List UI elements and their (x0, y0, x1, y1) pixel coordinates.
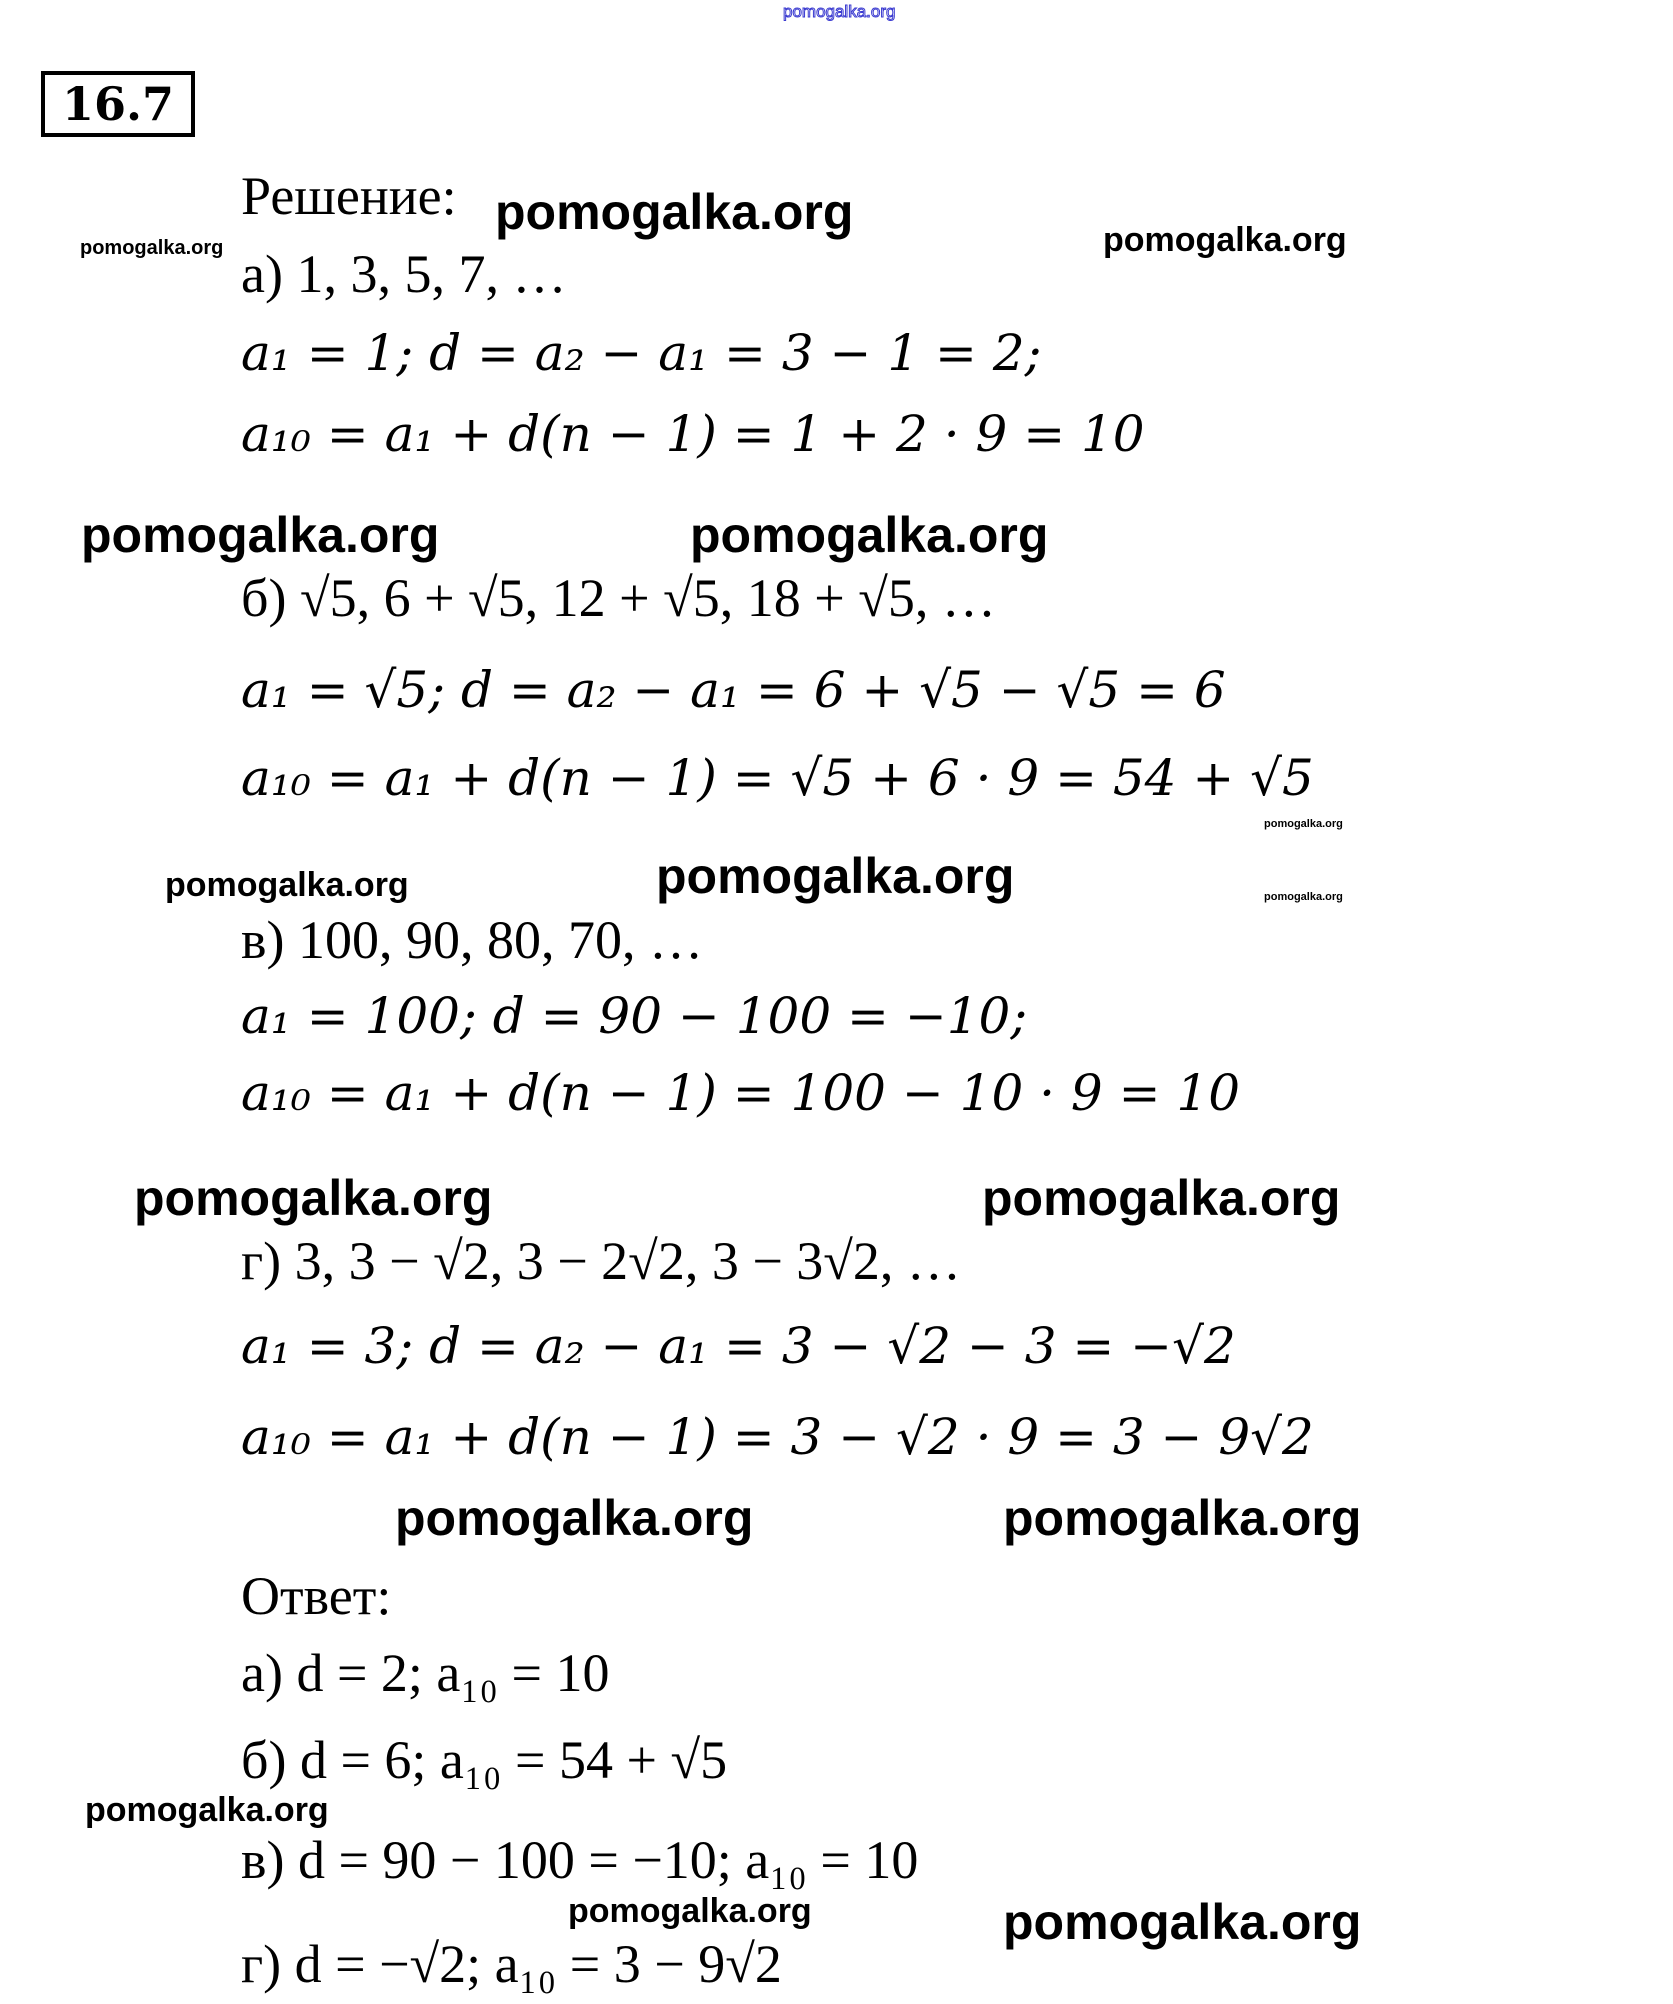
part-g-line-1: a₁ = 3; d = a₂ − a₁ = 3 − √2 − 3 = −√2 (241, 1317, 1236, 1375)
answer-b: б) d = 6; a₁₀ = 54 + √5 (241, 1730, 728, 1790)
answer-heading: Ответ: (241, 1566, 392, 1626)
watermark: pomogalka.org (690, 507, 1049, 563)
watermark: pomogalka.org (1264, 891, 1343, 903)
watermark: pomogalka.org (656, 848, 1015, 904)
watermark: pomogalka.org (783, 2, 896, 21)
answer-a: а) d = 2; a₁₀ = 10 (241, 1643, 610, 1703)
watermark: pomogalka.org (495, 184, 854, 240)
solution-heading: Решение: (241, 166, 457, 226)
watermark: pomogalka.org (81, 507, 440, 563)
part-g-line-2: a₁₀ = a₁ + d(n − 1) = 3 − √2 · 9 = 3 − 9√2 (241, 1408, 1314, 1466)
watermark: pomogalka.org (85, 1791, 329, 1829)
answer-v: в) d = 90 − 100 = −10; a₁₀ = 10 (241, 1830, 919, 1890)
part-a-header: а) 1, 3, 5, 7, … (241, 244, 567, 304)
watermark: pomogalka.org (982, 1170, 1341, 1226)
watermark: pomogalka.org (134, 1170, 493, 1226)
watermark: pomogalka.org (80, 237, 224, 259)
part-b-header: б) √5, 6 + √5, 12 + √5, 18 + √5, … (241, 568, 996, 628)
watermark: pomogalka.org (1103, 221, 1347, 259)
watermark: pomogalka.org (1264, 818, 1343, 830)
part-a-line-2: a₁₀ = a₁ + d(n − 1) = 1 + 2 · 9 = 10 (241, 405, 1145, 463)
problem-number: 16.7 (41, 71, 195, 137)
answer-g: г) d = −√2; a₁₀ = 3 − 9√2 (241, 1934, 782, 1994)
part-b-line-2: a₁₀ = a₁ + d(n − 1) = √5 + 6 · 9 = 54 + √5 (241, 749, 1314, 807)
part-v-line-2: a₁₀ = a₁ + d(n − 1) = 100 − 10 · 9 = 10 (241, 1064, 1241, 1122)
part-a-line-1: a₁ = 1; d = a₂ − a₁ = 3 − 1 = 2; (241, 324, 1042, 382)
watermark: pomogalka.org (1003, 1894, 1362, 1950)
part-b-line-1: a₁ = √5; d = a₂ − a₁ = 6 + √5 − √5 = 6 (241, 661, 1226, 719)
watermark: pomogalka.org (395, 1490, 754, 1546)
part-v-header: в) 100, 90, 80, 70, … (241, 910, 703, 970)
watermark: pomogalka.org (165, 866, 409, 904)
part-v-line-1: a₁ = 100; d = 90 − 100 = −10; (241, 987, 1028, 1045)
watermark: pomogalka.org (568, 1892, 812, 1930)
watermark: pomogalka.org (1003, 1490, 1362, 1546)
part-g-header: г) 3, 3 − √2, 3 − 2√2, 3 − 3√2, … (241, 1231, 961, 1291)
